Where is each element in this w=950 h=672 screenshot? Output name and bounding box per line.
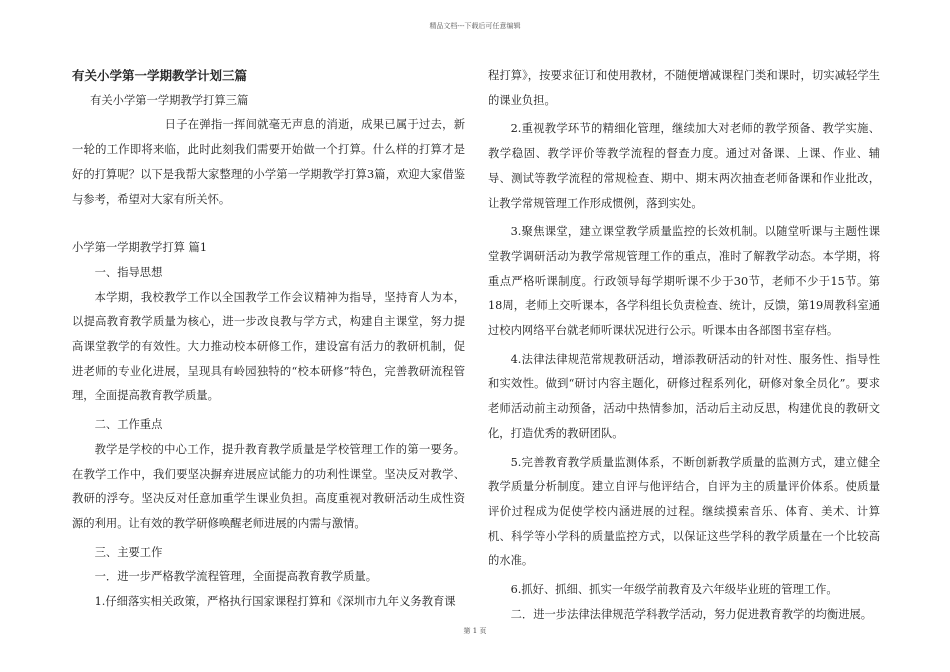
page-number: 第 1 页: [463, 627, 487, 635]
blank-line: [72, 212, 465, 236]
document-subtitle: 有关小学第一学期教学打算三篇: [90, 93, 249, 107]
paragraph-item-3: 3.聚焦课堂，建立课堂教学质量监控的长效机制。以随堂听课与主题性课堂教学调研活动为教学常规管理工作的重点，准时了解教学动态。本学期，将重点严格听课制度。行政领导每学期听课不少于30节，老师不少于15节。第18周，老师上交听课本，各学科组长负责检查、统计，反馈，第19周教科室通过校内网络平台就老师听课状况进行公示。听课本由各部图书室存档。: [488, 225, 880, 338]
heading-work-focus: 二、工作重点: [94, 418, 163, 432]
heading-main-work: 三、主要工作: [94, 545, 163, 559]
heading-guiding-ideology: 一、指导思想: [94, 265, 163, 279]
paragraph-continued: 程打算》，按要求征订和使用教材，不随便增减课程门类和课时，切实减轻学生的课业负担。: [488, 69, 880, 107]
paragraph-item-5: 5.完善教育教学质量监测体系，不断创新教学质量的监测方式，建立健全教学质量分析制度。建立自评与他评结合，自评为主的质量评价体系。使质量评价过程成为促使学校内涵进展的过程。继续摸索音乐、体育、美术、计算机、科学等小学科的质量监控方式，以保证这些学科的教学质量在一个比较高的水准。: [488, 455, 880, 568]
paragraph-item-6: 6.抓好、抓细、抓实一年级学前教育及六年级毕业班的管理工作。: [510, 583, 838, 597]
heading-section-2: 二．进一步法律法律规范学科教学活动，努力促进教育教学的均衡进展。: [510, 607, 873, 621]
paragraph-guiding-ideology: 本学期，我校教学工作以全国教学工作会议精神为指导，坚持育人为本，以提高教育教学质量为核心，进一步改良教与学方式，构建自主课堂，努力提高课堂教学的有效性。大力推动校本研修工作，建设富有活力的教研机制，促进老师的专业化进展，呈现具有岭园独特的“校本研修”特色，完善教研流程管理，全面提高教育教学质量。: [72, 290, 465, 403]
paragraph-work-focus: 教学是学校的中心工作，提升教育教学质量是学校管理工作的第一要务。在教学工作中，我们要坚决摒弃进展应试能力的功利性课堂。坚决反对教学、教研的浮夸。坚决反对任意加重学生课业负担。高度重视对教研活动生成性资源的利用。让有效的教学研修唤醒老师进展的内需与激情。: [72, 442, 465, 530]
section-title: 小学第一学期教学打算 篇1: [72, 241, 208, 255]
paragraph-item-4: 4.法律法律规范常规教研活动，增添教研活动的针对性、服务性、指导性和实效性。做到“研讨内容主题化，研修过程系列化，研修对象全员化”。要求老师活动前主动预备，活动中热情参加，活动后主动反思，构建优良的教研文化，打造优秀的教研团队。: [488, 352, 880, 440]
left-column: [72, 64, 465, 615]
intro-paragraph: 日子在弹指一挥间就毫无声息的消逝，成果已属于过去，新一轮的工作即将来临，此时此刻我们需要开始做一个打算。什么样的打算才是好的打算呢？以下是我帮大家整理的小学第一学期教学打算3篇，欢迎大家借鉴与参考，希望对大家有所关怀。: [72, 118, 465, 206]
right-column: [488, 64, 880, 627]
page-header: 精品文档---下载后可任意编辑: [429, 22, 521, 30]
paragraph-item-2: 2.重视教学环节的精细化管理，继续加大对老师的教学预备、教学实施、教学稳固、教学评价等教学流程的督查力度。通过对备课、上课、作业、辅导、测试等教学流程的常规检查、期中、期末两次抽查老师备课和作业批改，让教学常规管理工作形成惯例，落到实处。: [488, 122, 880, 210]
paragraph-main-work-1: 1.仔细落实相关政策，严格执行国家课程打算和《深圳市九年义务教育课: [94, 595, 456, 609]
document-title: 有关小学第一学期教学计划三篇: [72, 68, 248, 83]
heading-main-work-1: 一．进一步严格教学流程管理，全面提高教育教学质量。: [94, 570, 378, 584]
